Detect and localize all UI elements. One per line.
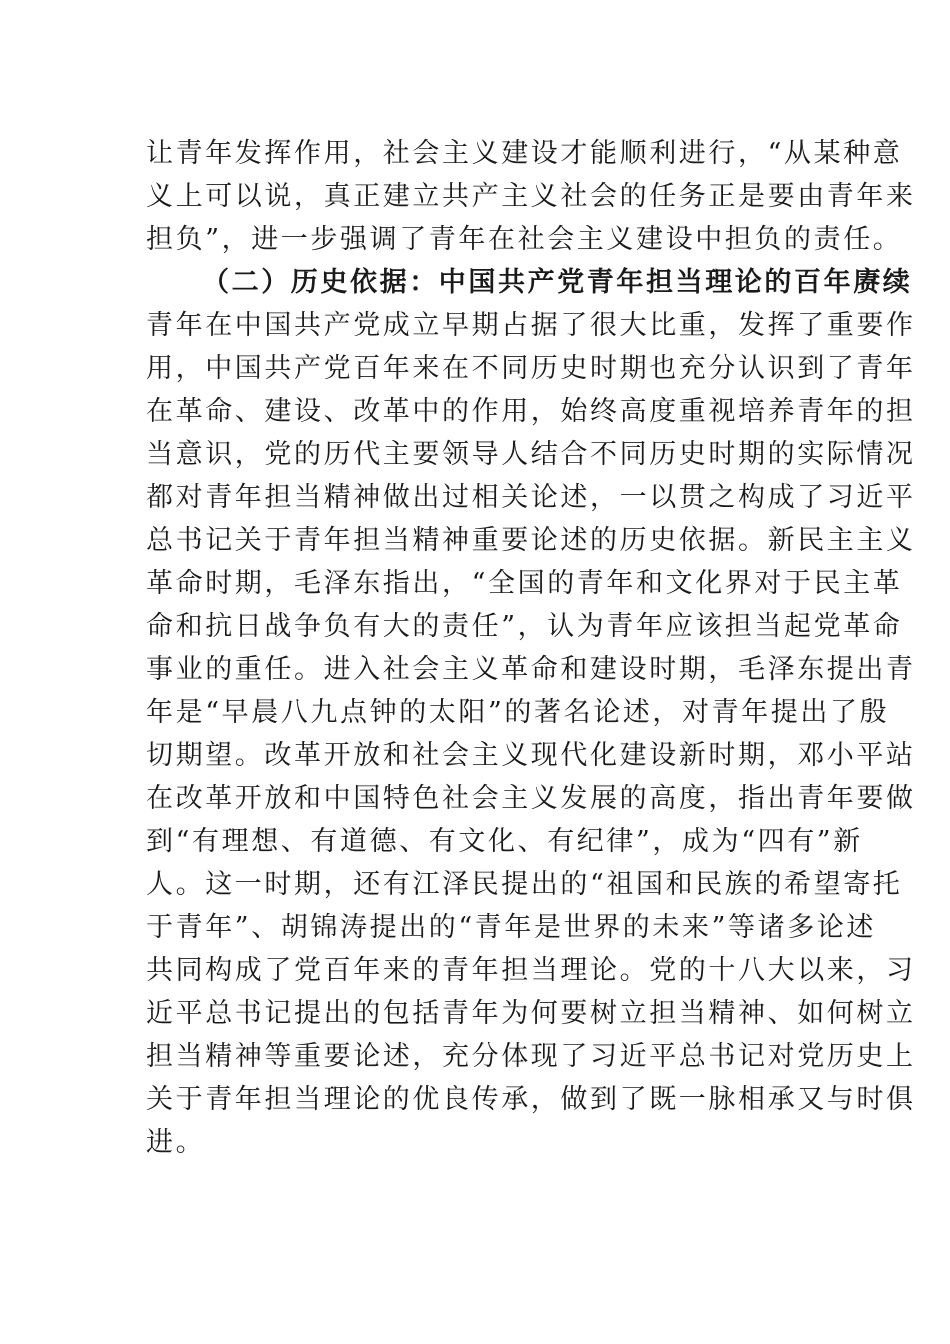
text-line: 都对青年担当精神做出过相关论述，一以贯之构成了习近平 [146,482,916,513]
text-line: 担负”，进一步强调了青年在社会主义建设中担负的责任。 [146,224,903,255]
text-line: 人。这一时期，还有江泽民提出的“祖国和民族的希望寄托 [146,869,903,900]
document-page [146,132,916,1164]
text-line: 义上可以说，真正建立共产主义社会的任务正是要由青年来 [146,181,916,212]
text-line: 共同构成了党百年来的青年担当理论。党的十八大以来，习 [146,955,916,986]
text-line: 到“有理想、有道德、有文化、有纪律”，成为“四有”新 [146,826,863,857]
text-line: 担当精神等重要论述，充分体现了习近平总书记对党历史上 [146,1041,916,1072]
text-line: 年是“早晨八九点钟的太阳”的著名论述，对青年提出了殷 [146,697,890,728]
text-line: 进。 [146,1127,206,1158]
text-line: 革命时期，毛泽东指出，“全国的青年和文化界对于民主革 [146,568,903,599]
text-line: 事业的重任。进入社会主义革命和建设时期，毛泽东提出青 [146,654,916,685]
text-line: 当意识，党的历代主要领导人结合不同历史时期的实际情况 [146,439,916,470]
paragraph-historical-basis [146,304,916,1164]
text-line: 命和抗日战争负有大的责任”，认为青年应该担当起党革命 [146,611,903,642]
text-line: 关于青年担当理论的优良传承，做到了既一脉相承又与时俱 [146,1084,916,1115]
paragraph-continuation [146,132,916,261]
text-line: 用，中国共产党百年来在不同历史时期也充分认识到了青年 [146,353,916,384]
text-line: 让青年发挥作用，社会主义建设才能顺利进行，“从某种意 [146,138,903,169]
text-line: 近平总书记提出的包括青年为何要树立担当精神、如何树立 [146,998,916,1029]
text-line: 青年在中国共产党成立早期占据了很大比重，发挥了重要作 [146,310,916,341]
text-line: 在革命、建设、改革中的作用，始终高度重视培养青年的担 [146,396,916,427]
text-line: 于青年”、胡锦涛提出的“青年是世界的未来”等诸多论述 [146,912,877,943]
section-heading: （二）历史依据：中国共产党青年担当理论的百年赓续 [202,267,913,298]
text-line: 在改革开放和中国特色社会主义发展的高度，指出青年要做 [146,783,916,814]
text-line: 切期望。改革开放和社会主义现代化建设新时期，邓小平站 [146,740,916,771]
text-line: 总书记关于青年担当精神重要论述的历史依据。新民主主义 [146,525,916,556]
